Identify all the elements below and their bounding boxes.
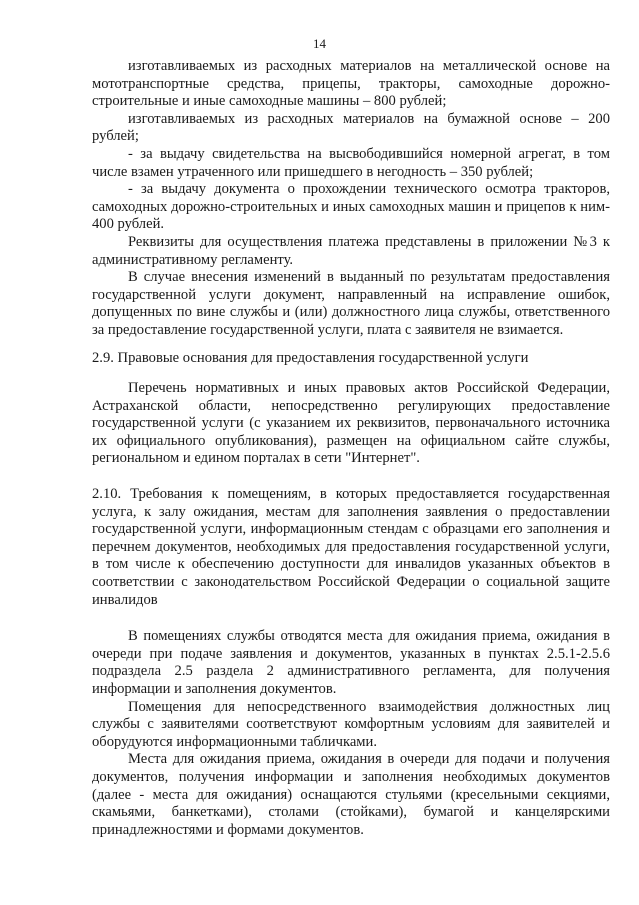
document-body	[92, 58, 610, 839]
paragraph: - за выдачу документа о прохождении технического осмотра тракторов, самоходных дорожно-строительных и иных самоходных машин и прицепов к ним- 400 рублей.	[92, 181, 610, 233]
paragraph: В помещениях службы отводятся места для ожидания приема, ожидания в очереди при подаче заявления и документов, указанных в пунктах 2.5.1-2.5.6 подраздела 2.5 раздела 2 административного регламента, для получения информации и заполнения документов.	[92, 628, 610, 697]
paragraph: изготавливаемых из расходных материалов на бумажной основе – 200 рублей;	[92, 110, 610, 145]
paragraph: Места для ожидания приема, ожидания в очереди для подачи и получения документов, получения информации и заполнения необходимых документов (далее - места для ожидания) оснащаются стульями (кресельными секциями, скамьями, банкетками), столами (стойками), бумагой и канцелярскими принадлежностями и формами документов.	[92, 751, 610, 838]
section-heading: 2.10. Требования к помещениям, в которых предоставляется государственная услуга, к залу ожидания, местам для заполнения заявления о предоставлении государственной услуги, информационным стендам с образцами его заполнения и перечнем документов, необходимых для предоставления государственной услуги, в том числе к обеспечению доступности для инвалидов указанных объектов в соответствии с законодательством Российской Федерации о социальной защите инвалидов	[92, 486, 610, 608]
section-heading: 2.9. Правовые основания для предоставления государственной услуги	[92, 349, 529, 366]
page-number: 14	[313, 36, 326, 51]
paragraph: Реквизиты для осуществления платежа представлены в приложении №3 к административному регламенту.	[92, 233, 610, 268]
paragraph: Помещения для непосредственного взаимодействия должностных лиц службы с заявителями соответствуют комфортным условиям для заявителей и оборудуются информационными табличками.	[92, 698, 610, 750]
paragraph: изготавливаемых из расходных материалов на металлической основе на мототранспортные средства, прицепы, тракторы, самоходные дорожно-строительные и иные самоходные машины – 800 рублей;	[92, 58, 610, 110]
paragraph: Перечень нормативных и иных правовых актов Российской Федерации, Астраханской области, непосредственно регулирующих предоставление государственной услуги (с указанием их реквизитов, первоначального источника их официального опубликования), размещен на официальном сайте службы, региональном и едином порталах в сети "Интернет".	[92, 380, 610, 467]
paragraph: - за выдачу свидетельства на высвободившийся номерной агрегат, в том числе взамен утраченного или пришедшего в негодность – 350 рублей;	[92, 145, 610, 180]
paragraph: В случае внесения изменений в выданный по результатам предоставления государственной услуги документ, направленный на исправление ошибок, допущенных по вине службы и (или) должностного лица службы, ответственного за предоставление государственной услуги, плата с заявителя не взимается.	[92, 269, 610, 338]
